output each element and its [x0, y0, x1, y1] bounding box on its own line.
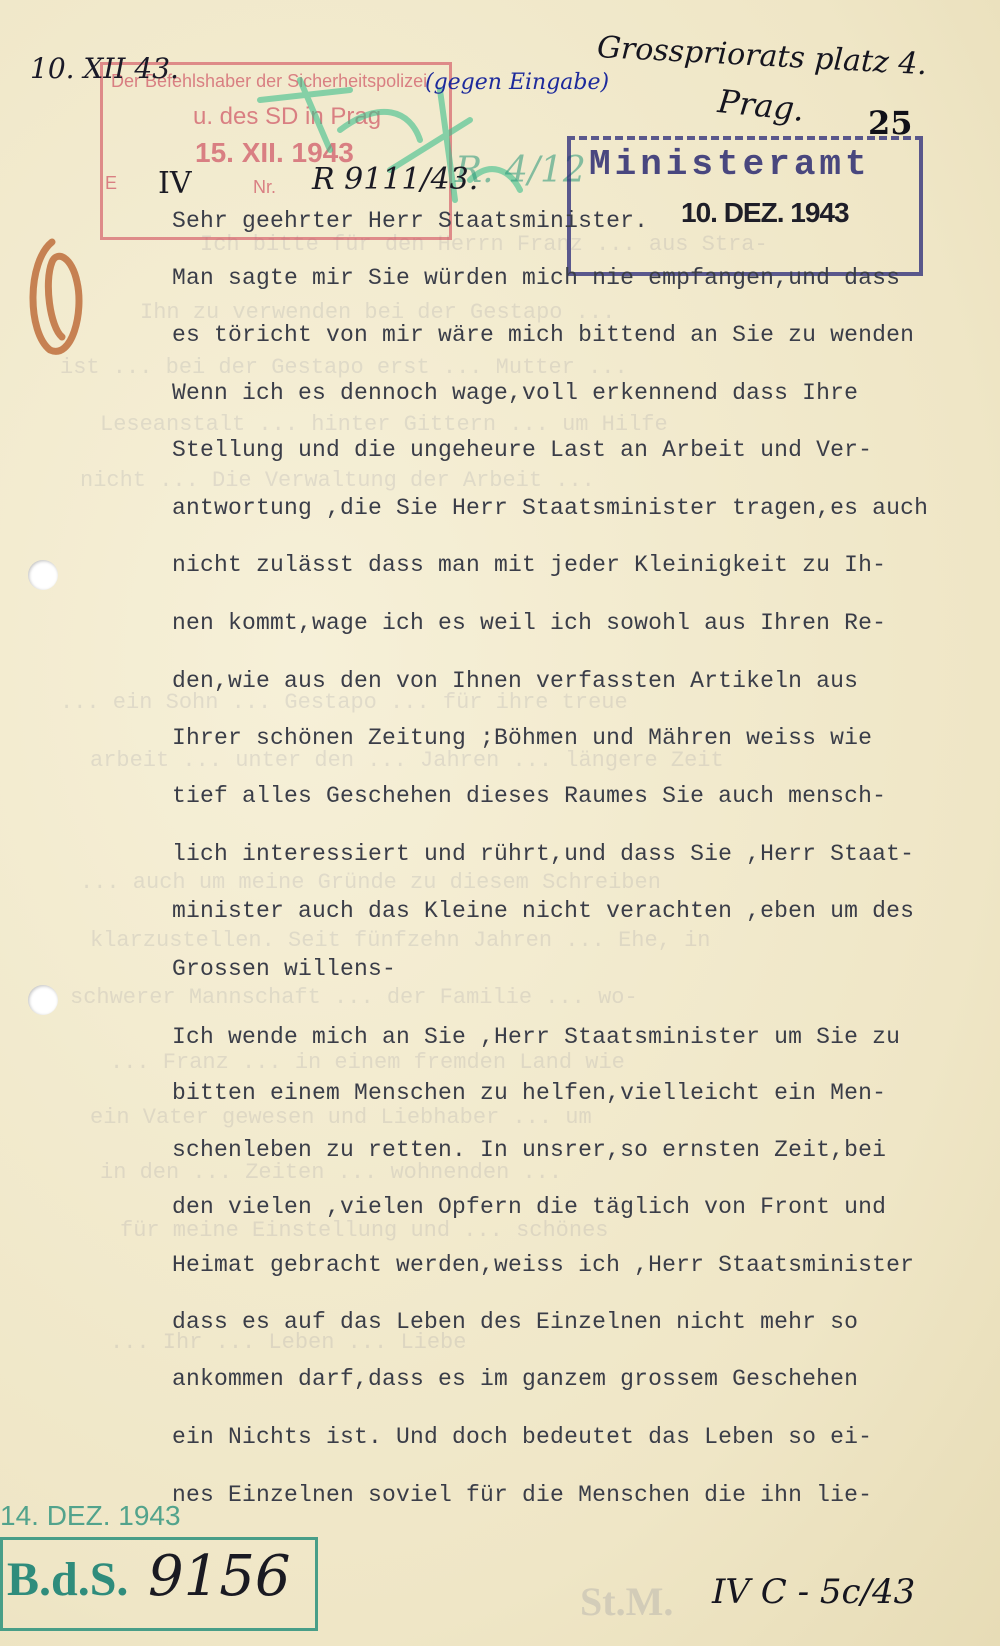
bds-date-stamp: 14. DEZ. 1943: [0, 1500, 181, 1531]
st-m-stamp: St.M.: [580, 1579, 674, 1624]
letter-line: nes Einzelnen soviel für die Menschen die ihn lie-: [172, 1482, 873, 1508]
letter-line: Ich wende mich an Sie ,Herr Staatsminister um Sie zu: [172, 1024, 901, 1050]
handwritten-date: 10. XII 43.: [30, 52, 179, 85]
ministeramt-stamp: [567, 136, 923, 276]
letter-line: ein Nichts ist. Und doch bedeutet das Leben so ei-: [172, 1424, 873, 1450]
bds-label: B.d.S.: [7, 1553, 129, 1606]
letter-line: ankommen darf,dass es im ganzem grossem Geschehen: [172, 1366, 859, 1392]
letter-line: antwortung ,die Sie Herr Staatsminister tragen,es auch: [172, 495, 929, 521]
letter-line: bitten einem Menschen zu helfen,vielleicht ein Men-: [172, 1080, 887, 1106]
letter-line: dass es auf das Leben des Einzelnen nicht mehr so: [172, 1309, 859, 1335]
letter-line: nicht zulässt dass man mit jeder Kleinigkeit zu Ih-: [172, 552, 887, 578]
letter-line: Wenn ich es dennoch wage,voll erkennend dass Ihre: [172, 380, 859, 406]
sd-stamp-nr-label: Nr.: [253, 177, 277, 197]
bds-stamp: [0, 1537, 318, 1631]
letter-line: tief alles Geschehen dieses Raumes Sie auch mensch-: [172, 783, 887, 809]
letter-line: nen kommt,wage ich es weil ich sowohl aus Ihren Re-: [172, 610, 887, 636]
punch-hole-lower: [28, 985, 58, 1015]
orange-crayon-mark: [22, 232, 92, 362]
letter-line: lich interessiert und rührt,und dass Sie ,Herr Staat-: [172, 841, 915, 867]
letter-line: Heimat gebracht werden,weiss ich ,Herr Staatsminister: [172, 1252, 915, 1278]
annotation-gegen-eingabe: (gegen Eingabe): [425, 70, 610, 95]
reference-number: R 9111/43.: [312, 162, 479, 197]
file-reference: IV C - 5c/43: [712, 1572, 916, 1612]
ministeramt-title: Ministeramt: [589, 144, 871, 185]
letter-line: Ihrer schönen Zeitung ;Böhmen und Mähren weiss wie: [172, 725, 873, 751]
letter-line: es töricht von mir wäre mich bittend an Sie zu wenden: [172, 322, 915, 348]
green-scrawl-text: R. 4/12: [455, 150, 586, 191]
sd-stamp-date: 15. XII. 1943: [195, 137, 354, 168]
sd-stamp-e-label: E: [105, 173, 118, 193]
letter-line: Grossen willens-: [172, 956, 397, 982]
document-page: Ich bitte für den Herrn Franz ... aus Stra- Ihn zu verwenden bei der Gestapo ... ist ... bei der Gestapo erst ... Mutter ... Leseanstalt ... hinter Gittern ... um Hilfe nicht ... Die Verwaltung der Arbeit ... ... ein Sohn ... Gestapo ... für ihre treue arbeit ... unter den ... Jahren ... längere Zeit ... auch um meine Gründe zu diesem Schreiben klarzustellen. Seit fünfzehn Jahren ... Ehe, in schwerer Mannschaft ... der Familie ... wo- ... Franz ... in einem fremden Land wie ein Vater gewesen und Liebhaber ... um in den ... Zeiten ... wohnenden ... für meine Einstellung und ... schönes ... Ihr ... Leben ... Liebe Der Befehlshaber der Sicherheitspolizei u. des SD in Prag 15. XII. 1943 E Nr. R. 4/12 10. XII 43. Grosspriorats platz 4. Prag. (gegen Eingabe) 25 Ministeramt 10. DEZ. 1943 IV R 9111/43. Sehr geehrter Herr Staatsminister. Man sagte mir Sie würden mich nie empfangen,und dass es töricht von mir wäre mich bittend an Sie zu wenden Wenn ich es dennoch wage,voll erkennend dass Ihre Stellung und die ungeheure Last an Arbeit und Ver- antwortung ,die Sie Herr Staatsminister tragen,es auch nicht zulässt dass man mit jeder Kleinigkeit zu Ih- nen kommt,wage ich es weil ich sowohl aus Ihren Re- den,wie aus den von Ihnen verfassten Artikeln aus Ihrer schönen Zeitung ;Böhmen und Mähren weiss wie tief alles Geschehen dieses Raumes Sie auch mensch- lich interessiert und rührt,und dass Sie ,Herr Staat- minister auch das Kleine nicht verachten ,eben um des Grossen willens- Ich wende mich an Sie ,Herr Staatsminister um Sie zu bitten einem Menschen zu helfen,vielleicht ein Men- schenleben zu retten. In unsrer,so ernsten Zeit,bei den vielen ,vielen Opfern die täglich von Front und Heimat gebracht werden,weiss ich ,Herr Staatsminister dass es auf das Leben des Einzelnen nicht mehr so ankommen darf,dass es im ganzem grossem Geschehen ein Nichts ist. Und doch bedeutet das Leben so ei- nes Einzelnen soviel für die Menschen die ihn lie- 14. DEZ. 1943 B.d.S. 9156 St.M. IV C - 5c/43: [0, 0, 1000, 1646]
handwritten-address-line2: Prag.: [716, 82, 807, 129]
ministeramt-date: 10. DEZ. 1943: [681, 197, 849, 228]
letter-line: den vielen ,vielen Opfern die täglich von Front und: [172, 1194, 887, 1220]
letter-greeting: Sehr geehrter Herr Staatsminister.: [172, 208, 649, 234]
letter-line: Stellung und die ungeheure Last an Arbeit und Ver-: [172, 437, 873, 463]
letter-line: den,wie aus den von Ihnen verfassten Artikeln aus: [172, 668, 859, 694]
letter-line: schenleben zu retten. In unsrer,so ernsten Zeit,bei: [172, 1137, 887, 1163]
roman-numeral-iv: IV: [158, 166, 192, 201]
handwritten-address-line1: Grosspriorats platz 4.: [596, 30, 928, 83]
punch-hole-upper: [28, 560, 58, 590]
sd-stamp-line1: Der Befehlshaber der Sicherheitspolizei: [111, 71, 428, 91]
letter-line: minister auch das Kleine nicht verachten ,eben um des: [172, 898, 915, 924]
letter-line: Man sagte mir Sie würden mich nie empfangen,und dass: [172, 265, 901, 291]
sd-stamp-line2: u. des SD in Prag: [193, 103, 382, 130]
page-number: 25: [868, 104, 913, 142]
bds-number: 9156: [148, 1544, 291, 1609]
